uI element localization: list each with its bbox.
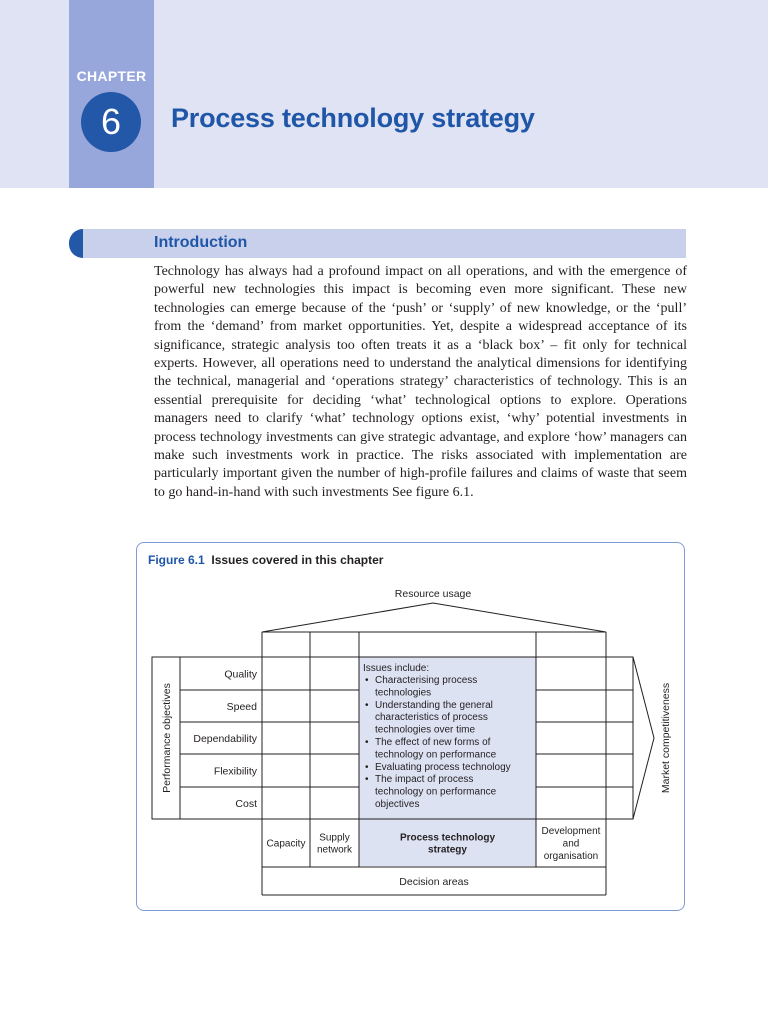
performance-objectives-label: Performance objectives — [161, 683, 173, 793]
market-chevron — [633, 657, 654, 819]
chapter-number-badge: 6 — [81, 92, 141, 152]
section-heading: Introduction — [154, 234, 248, 251]
resource-usage-label: Resource usage — [394, 588, 472, 600]
objective-label: Flexibility — [213, 765, 257, 778]
issue-line: The impact of process — [375, 774, 474, 786]
decision-column-label: Capacity — [266, 838, 306, 850]
issue-line: Characterising process — [375, 675, 478, 686]
objective-label: Quality — [224, 668, 257, 681]
objective-label: Cost — [235, 798, 257, 810]
issue-bullet: • — [365, 761, 369, 773]
resource-usage-roof — [262, 603, 606, 632]
issue-bullet: • — [365, 675, 369, 686]
figure-number: Figure 6.1 — [148, 553, 205, 567]
figure-title: Issues covered in this chapter — [211, 553, 384, 567]
objective-label: Dependability — [193, 733, 257, 745]
decision-column-label: organisation — [543, 850, 599, 862]
chapter-label: CHAPTER — [76, 68, 147, 84]
issue-line: technology on performance — [375, 749, 497, 761]
issue-line: The effect of new forms of — [375, 737, 491, 748]
issue-line: technology on performance — [375, 786, 497, 798]
decision-areas-label: Decision areas — [399, 876, 469, 888]
issue-bullet: • — [365, 699, 369, 711]
decision-column-label: and — [562, 838, 580, 850]
issues-title: Issues include: — [363, 663, 430, 674]
decision-column-label: strategy — [428, 844, 467, 856]
decision-column-label: Development — [541, 826, 601, 838]
upper-column-strip — [262, 632, 606, 657]
issue-bullet: • — [365, 737, 369, 748]
objective-label: Speed — [226, 701, 257, 713]
issue-line: technologies over time — [375, 724, 476, 736]
issue-line: objectives — [375, 799, 420, 810]
decision-column-label: network — [316, 844, 353, 856]
issue-line: Evaluating process technology — [375, 761, 511, 773]
market-competitiveness-label: Market competitiveness — [660, 682, 672, 794]
chapter-title: Process technology strategy — [171, 103, 535, 133]
decision-column-label: Process technology — [399, 832, 496, 844]
issue-line: technologies — [375, 687, 432, 699]
intro-paragraph: Technology has always had a profound impact on all operations, and with the emergence of powerful new technologies this impact is becoming even more significant. These new technologies can emerge because of the ‘push’ or ‘supply’ of new knowledge, or the ‘pull’ from the ‘demand’ from market opportunities. Yet, despite a widespread acceptance of its significance, strategic analysis too often treats it as a ‘black box’ – fit only for technical experts. However, all operations need to understand the analytical dimensions for identifying the technical, managerial and ‘operations strategy’ characteristics of technology. This is an essential prerequisite for deciding ‘what’ technological options to explore. Operations managers need to clarify ‘what’ technology options exist, ‘why’ potential investments in process technology investments can give strategic advantage, and explore ‘how’ managers can make such investments work in practice. The risks associated with implementation are particularly important given the number of high-profile failures and claims of waste that seem to go hand-in-hand with such investments See figure 6.1. — [154, 264, 687, 500]
issue-line: Understanding the general — [375, 699, 493, 711]
issue-bullet: • — [365, 774, 369, 786]
decision-column-label: Supply — [319, 832, 350, 844]
issue-line: characteristics of process — [375, 712, 488, 724]
